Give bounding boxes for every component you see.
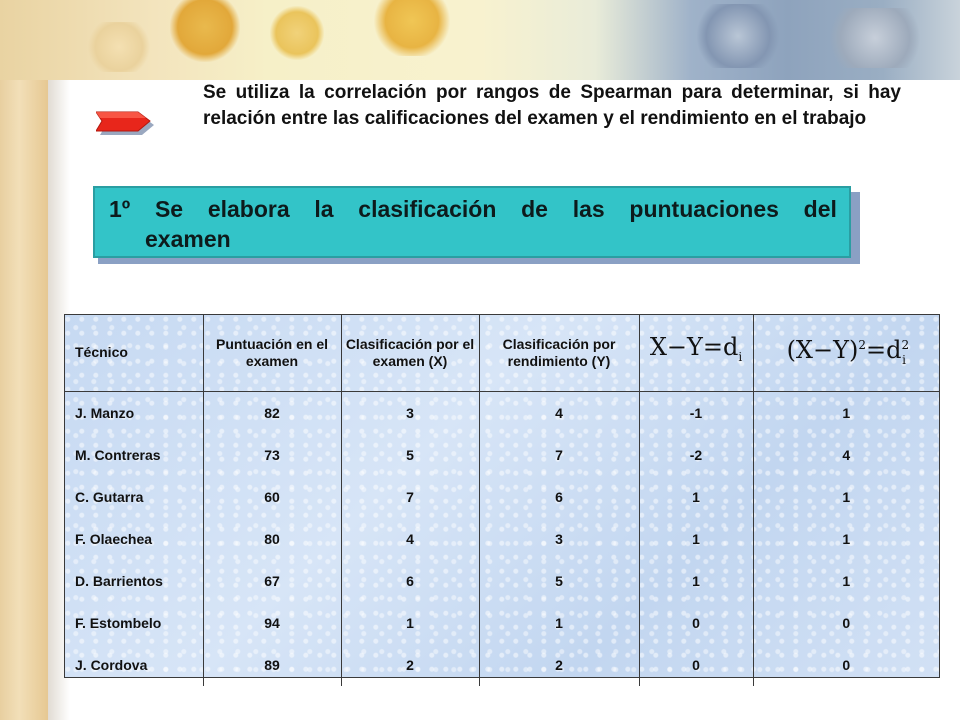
- cell-x: 3: [341, 391, 479, 434]
- cell-puntuacion: 60: [203, 476, 341, 518]
- cell-tecnico: D. Barrientos: [65, 560, 203, 602]
- table-row: [65, 518, 939, 560]
- table-row: [65, 602, 939, 644]
- leaf-decoration: [84, 22, 154, 72]
- spearman-table: [64, 314, 940, 678]
- table-row: [65, 476, 939, 518]
- cell-tecnico: C. Gutarra: [65, 476, 203, 518]
- cell-d: 0: [639, 602, 753, 644]
- cell-x: 1: [341, 602, 479, 644]
- leaf-decoration: [690, 4, 786, 68]
- cell-puntuacion: 67: [203, 560, 341, 602]
- callout-word: clasificación: [358, 196, 497, 222]
- cell-d2: 1: [842, 404, 851, 421]
- header-formula-d: [639, 315, 753, 391]
- cell-y: 3: [479, 518, 639, 560]
- cell-x: 2: [341, 644, 479, 686]
- formula-d-sub: i: [738, 350, 743, 365]
- cell-x: 4: [341, 518, 479, 560]
- callout-word: de: [521, 196, 548, 222]
- cell-x: 6: [341, 560, 479, 602]
- arrow-bullet-icon: [96, 108, 158, 142]
- table-row: [65, 560, 939, 602]
- header-formula-d2: [753, 315, 939, 391]
- cell-d2: 0: [842, 656, 851, 673]
- callout-line-2: examen: [145, 226, 231, 252]
- formula-d2-sup: 2: [901, 337, 910, 352]
- header-puntuacion: Puntuación en el examen: [203, 315, 341, 391]
- formula-d2: [786, 335, 910, 367]
- cell-d: 1: [639, 476, 753, 518]
- cell-d2: 4: [842, 446, 851, 463]
- cell-y: 5: [479, 560, 639, 602]
- leaf-decoration: [170, 0, 240, 62]
- cell-puntuacion: 89: [203, 644, 341, 686]
- cell-d: 1: [639, 560, 753, 602]
- cell-d2: 0: [842, 614, 851, 631]
- cell-y: 7: [479, 434, 639, 476]
- cell-x: 5: [341, 434, 479, 476]
- table-row: [65, 391, 939, 434]
- cell-d: 0: [639, 644, 753, 686]
- cell-y: 6: [479, 476, 639, 518]
- decorative-banner: [0, 0, 960, 80]
- ranking-table: [65, 315, 939, 686]
- callout-word: la: [314, 196, 334, 222]
- formula-d2-eq: =d: [865, 335, 902, 364]
- cell-tecnico: M. Contreras: [65, 434, 203, 476]
- table-header-row: [65, 315, 939, 391]
- callout-word: 1º: [109, 196, 131, 222]
- header-clasificacion-rendimiento: Clasificación por rendimiento (Y): [479, 315, 639, 391]
- header-clasificacion-examen: Clasificación por el examen (X): [341, 315, 479, 391]
- cell-puntuacion: 73: [203, 434, 341, 476]
- callout-word: del: [803, 196, 837, 222]
- cell-d: -1: [639, 391, 753, 434]
- formula-d: [649, 333, 743, 365]
- cell-d2: 1: [842, 488, 851, 505]
- cell-y: 1: [479, 602, 639, 644]
- callout-word: puntuaciones: [629, 196, 779, 222]
- formula-d-base: X−Y=d: [649, 333, 739, 362]
- parchment-margin: [0, 0, 48, 720]
- formula-d2-sup: 2: [858, 337, 866, 352]
- cell-puntuacion: 82: [203, 391, 341, 434]
- cell-tecnico: F. Olaechea: [65, 518, 203, 560]
- intro-paragraph: Se utiliza la correlación por rangos de Spearman para determinar, si hay relación entre las calificaciones del examen y el rendimiento en el trabajo: [203, 82, 901, 129]
- table-row: [65, 434, 939, 476]
- step-callout: [93, 186, 851, 258]
- cell-tecnico: J. Manzo: [65, 391, 203, 434]
- table-row: [65, 644, 939, 686]
- cell-puntuacion: 80: [203, 518, 341, 560]
- cell-d: 1: [639, 518, 753, 560]
- cell-y: 4: [479, 391, 639, 434]
- header-tecnico: Técnico: [65, 315, 203, 391]
- leaf-decoration: [270, 6, 324, 60]
- cell-d2: 1: [842, 530, 851, 547]
- formula-d2-sub: i: [902, 352, 906, 367]
- cell-tecnico: J. Cordova: [65, 644, 203, 686]
- cell-y: 2: [479, 644, 639, 686]
- leaf-decoration: [820, 8, 930, 68]
- callout-word: las: [572, 196, 605, 222]
- leaf-decoration: [372, 0, 452, 56]
- callout-line-1: [109, 194, 837, 224]
- formula-d2-base: (X−Y): [786, 335, 859, 364]
- cell-tecnico: F. Estombelo: [65, 602, 203, 644]
- cell-puntuacion: 94: [203, 602, 341, 644]
- cell-d2: 1: [842, 572, 851, 589]
- cell-x: 7: [341, 476, 479, 518]
- cell-d: -2: [639, 434, 753, 476]
- callout-word: elabora: [207, 196, 290, 222]
- callout-word: Se: [154, 196, 184, 222]
